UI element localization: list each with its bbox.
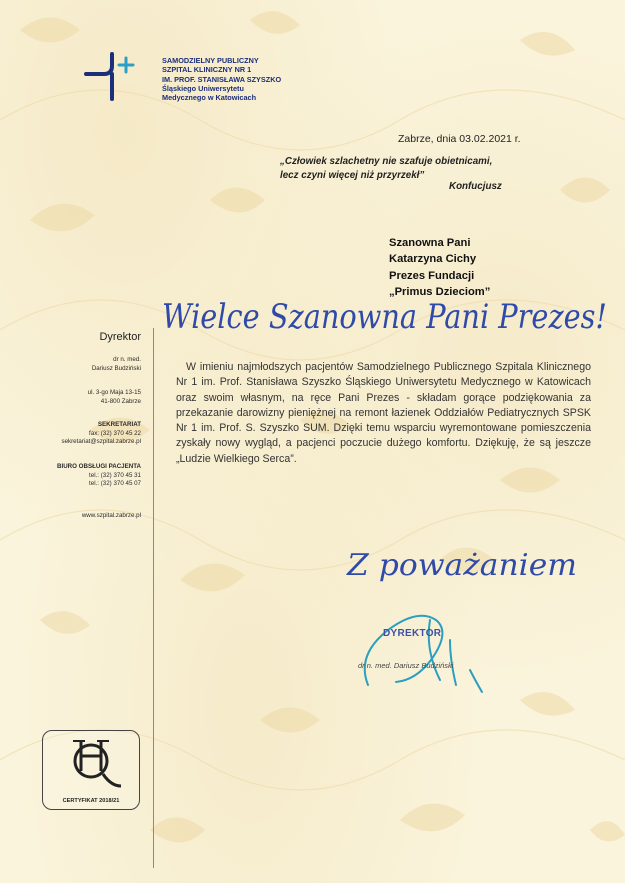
quote-line-2: lecz czyni więcej niż przyrzekł” — [280, 169, 425, 181]
letter-date: Zabrze, dnia 03.02.2021 r. — [398, 133, 521, 145]
header-line: Medycznego w Katowicach — [162, 93, 257, 103]
header-line: SZPITAL KLINICZNY NR 1 — [162, 65, 252, 75]
patient-office-phone: tel.: (32) 370 45 07 — [89, 480, 141, 488]
hospital-name-header — [162, 56, 281, 102]
patient-office-phone: tel.: (32) 370 45 31 — [89, 471, 141, 479]
quality-certificate-badge — [42, 730, 140, 810]
recipient-line: Katarzyna Cichy — [389, 253, 477, 266]
address-city: 41-800 Zabrze — [100, 397, 141, 405]
address-block — [88, 389, 141, 406]
signature-name: dr n. med. Dariusz Budziński — [358, 661, 454, 670]
quote-line-1: „Człowiek szlachetny nie szafuje obietnicami, — [280, 156, 493, 167]
director-block — [92, 356, 141, 373]
director-degree: dr n. med. — [113, 356, 141, 363]
secretariat-block — [61, 421, 141, 447]
patient-office-block — [57, 463, 141, 489]
signature-title: DYREKTOR — [383, 628, 442, 639]
secretariat-fax: fax: (32) 370 45 22 — [89, 429, 141, 437]
header-line: Śląskiego Uniwersytetu — [162, 83, 244, 93]
sidebar-divider — [153, 328, 154, 868]
header-line: IM. PROF. STANISŁAWA SZYSZKO — [162, 74, 282, 84]
quote — [280, 155, 492, 182]
patient-office-label: BIURO OBSŁUGI PACJENTA — [57, 463, 141, 470]
director-name: Dariusz Budziński — [91, 364, 141, 372]
quality-certificate-icon — [43, 731, 139, 797]
address-street: ul. 3-go Maja 13-15 — [87, 389, 141, 396]
recipient-line: Prezes Fundacji — [389, 269, 475, 282]
recipient-line: „Primus Dzieciom” — [389, 285, 491, 298]
salutation-text: Wielce Szanowna Pani Prezes! — [162, 297, 607, 337]
letter-body: W imieniu najmłodszych pacjentów Samodzielnego Publicznego Szpitala Klinicznego Nr 1 im. Prof. Stanisława Szyszko Śląskiego Uniwersytetu Medycznego w Katowicach oraz swoim własnym, na ręce Pani Prezes - składam gorące podziękowania za przekazanie darowizny pieniężnej na remont łazienek Oddziałów Pediatrycznych SPSK Nr 1 im. Prof. S. Szyszko SUM. Dzięki temu wsparciu wyremontowane pomieszczenia zyskały nowy wygląd, a pacjenci poczucie dużego komfortu. Dziękuję, że są jeszcze „Ludzie Wielkiego Serca”. — [176, 361, 591, 465]
sidebar-title: Dyrektor — [99, 331, 141, 343]
secretariat-email[interactable]: sekretariat@szpital.zabrze.pl — [61, 438, 141, 446]
certificate-label: CERTYFIKAT 2018/21 — [62, 798, 120, 804]
secretariat-label: SEKRETARIAT — [97, 421, 141, 428]
hospital-logo-icon — [82, 52, 142, 102]
header-line: SAMODZIELNY PUBLICZNY — [162, 56, 259, 65]
closing-text: Z poważaniem — [345, 548, 577, 583]
website-link[interactable]: www.szpital.zabrze.pl — [81, 512, 141, 519]
quote-author: Konfucjusz — [449, 181, 502, 192]
handwritten-closing — [345, 540, 585, 590]
website-block — [82, 512, 141, 521]
recipient-line: Szanowna Pani — [389, 237, 471, 249]
handwritten-salutation — [160, 278, 620, 348]
handwritten-signature — [340, 600, 510, 700]
